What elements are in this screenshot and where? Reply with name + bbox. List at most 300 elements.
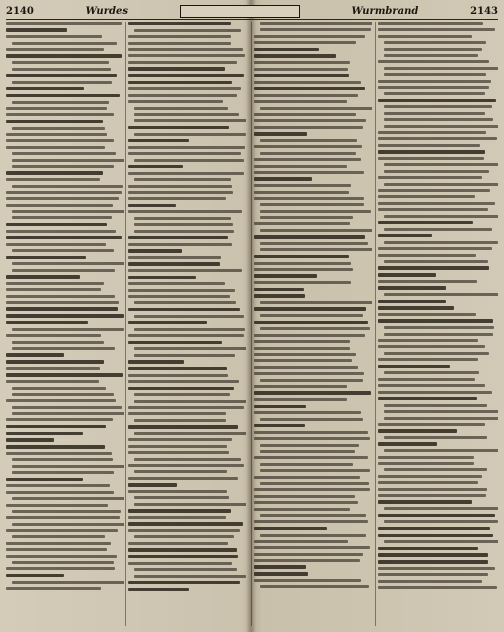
- print-line: [378, 391, 492, 394]
- print-line: [260, 28, 371, 31]
- print-line: [134, 354, 235, 357]
- print-line: [134, 535, 234, 538]
- print-line: [6, 399, 116, 402]
- print-line: [6, 373, 123, 376]
- print-line: [254, 268, 353, 271]
- print-line: [6, 120, 103, 123]
- print-line: [128, 262, 220, 265]
- print-line: [12, 341, 104, 344]
- print-line: [254, 81, 361, 84]
- print-line: [384, 112, 485, 115]
- column-separator: [125, 22, 126, 626]
- print-line: [128, 282, 225, 285]
- print-line: [378, 60, 489, 63]
- print-line: [254, 321, 368, 324]
- print-line: [254, 74, 349, 77]
- print-line: [378, 144, 480, 147]
- print-line: [6, 178, 100, 181]
- print-line: [254, 281, 351, 284]
- print-line: [384, 436, 487, 439]
- print-line: [254, 126, 363, 129]
- print-line: [378, 475, 482, 478]
- print-line: [254, 456, 368, 459]
- print-line: [12, 406, 122, 409]
- print-line: [260, 514, 366, 517]
- print-line: [384, 371, 479, 374]
- print-line: [384, 54, 478, 57]
- print-line: [384, 326, 494, 329]
- print-line: [254, 307, 366, 310]
- print-line: [6, 484, 110, 487]
- print-line: [260, 534, 366, 537]
- print-line: [378, 234, 432, 237]
- print-line: [128, 210, 242, 213]
- print-line: [12, 61, 109, 64]
- print-line: [254, 184, 351, 187]
- print-line: [6, 191, 122, 194]
- text-column-1: [6, 22, 124, 626]
- print-line: [378, 365, 450, 368]
- print-line: [384, 410, 498, 413]
- text-column-4: [378, 22, 498, 626]
- text-column-2: [128, 22, 246, 626]
- print-line: [12, 510, 121, 513]
- print-line: [6, 425, 106, 428]
- print-line: [128, 100, 223, 103]
- print-line: [378, 189, 490, 192]
- print-line: [134, 315, 244, 318]
- print-line: [6, 452, 112, 455]
- print-line: [378, 202, 495, 205]
- print-line: [384, 260, 488, 263]
- print-line: [254, 197, 364, 200]
- print-line: [128, 152, 241, 155]
- print-line: [378, 580, 482, 583]
- print-line: [6, 587, 101, 590]
- print-line: [128, 542, 228, 545]
- print-line: [384, 73, 486, 76]
- print-line: [384, 540, 498, 543]
- print-line: [128, 35, 231, 38]
- print-line: [6, 504, 108, 507]
- print-line: [6, 555, 117, 558]
- print-line: [128, 490, 227, 493]
- print-line: [6, 28, 67, 31]
- print-line: [12, 249, 114, 252]
- print-line: [6, 574, 64, 577]
- print-line: [254, 508, 350, 511]
- print-line: [378, 131, 486, 134]
- print-line: [6, 94, 120, 97]
- print-line: [6, 54, 122, 57]
- print-line: [134, 301, 236, 304]
- print-line: [378, 534, 493, 537]
- print-line: [384, 92, 485, 95]
- print-line: [12, 262, 124, 265]
- print-line: [378, 442, 437, 445]
- print-line: [6, 367, 100, 370]
- print-line: [384, 215, 498, 218]
- print-line: [254, 372, 364, 375]
- print-line: [6, 548, 107, 551]
- print-line: [134, 159, 244, 162]
- print-line: [128, 438, 232, 441]
- print-line: [378, 339, 478, 342]
- print-line: [128, 74, 244, 77]
- print-line: [6, 438, 54, 441]
- print-line: [378, 547, 478, 550]
- print-line: [12, 159, 124, 162]
- print-line: [384, 170, 489, 173]
- print-line: [254, 391, 371, 394]
- print-line: [378, 494, 486, 497]
- print-line: [254, 222, 350, 225]
- print-line: [260, 418, 363, 421]
- print-line: [12, 42, 117, 45]
- print-line: [260, 379, 363, 382]
- print-line: [6, 107, 107, 110]
- print-line: [254, 235, 365, 238]
- print-line: [128, 249, 182, 252]
- print-line: [134, 419, 226, 422]
- print-line: [134, 393, 230, 396]
- print-line: [254, 385, 347, 388]
- print-line: [6, 432, 83, 435]
- print-line: [6, 321, 88, 324]
- print-line: [128, 94, 237, 97]
- print-line: [6, 87, 84, 90]
- print-line: [378, 573, 488, 576]
- print-line: [12, 185, 123, 188]
- print-line: [12, 127, 105, 130]
- print-line: [254, 165, 347, 168]
- print-line: [6, 113, 114, 116]
- header-rule: [6, 19, 498, 20]
- print-line: [378, 300, 446, 303]
- print-line: [128, 236, 228, 239]
- print-line: [254, 262, 351, 265]
- print-line: [128, 562, 232, 565]
- print-line: [378, 313, 476, 316]
- print-line: [254, 48, 319, 51]
- print-line: [134, 328, 245, 331]
- print-line: [254, 488, 370, 491]
- print-line: [378, 378, 475, 381]
- print-line: [384, 520, 498, 523]
- print-line: [378, 456, 474, 459]
- print-line: [128, 425, 238, 428]
- print-line: [260, 139, 357, 142]
- column-separator: [251, 22, 252, 626]
- print-line: [254, 35, 365, 38]
- print-line: [378, 397, 477, 400]
- print-line: [12, 561, 114, 564]
- print-line: [6, 418, 113, 421]
- right-running-word: Wurmbrand: [351, 5, 419, 17]
- print-line: [378, 286, 446, 289]
- print-line: [128, 185, 232, 188]
- print-line: [6, 516, 120, 519]
- print-line: [128, 516, 226, 519]
- print-line: [6, 243, 106, 246]
- print-line: [12, 535, 105, 538]
- print-line: [128, 367, 227, 370]
- print-line: [6, 223, 107, 226]
- print-line: [378, 273, 436, 276]
- print-line: [384, 228, 492, 231]
- print-line: [12, 393, 114, 396]
- print-line: [6, 288, 101, 291]
- print-line: [254, 87, 365, 90]
- print-line: [128, 509, 231, 512]
- print-line: [378, 319, 493, 322]
- print-line: [254, 68, 348, 71]
- print-line: [384, 449, 498, 452]
- print-line: [134, 568, 237, 571]
- print-line: [254, 171, 364, 174]
- right-page-number: 2143: [470, 5, 498, 17]
- print-line: [128, 483, 177, 486]
- print-line: [254, 424, 305, 427]
- print-line: [134, 178, 231, 181]
- print-line: [260, 216, 353, 219]
- print-line: [6, 334, 101, 337]
- print-line: [384, 404, 487, 407]
- print-line: [254, 94, 358, 97]
- print-line: [378, 500, 472, 503]
- print-line: [128, 139, 189, 142]
- print-line: [378, 157, 484, 160]
- print-line: [254, 579, 361, 582]
- print-line: [128, 48, 243, 51]
- print-line: [6, 256, 86, 259]
- print-line: [260, 301, 372, 304]
- print-line: [378, 86, 489, 89]
- print-line: [128, 308, 240, 311]
- print-line: [128, 276, 196, 279]
- print-line: [128, 529, 240, 532]
- print-line: [128, 67, 225, 70]
- print-line: [254, 565, 306, 568]
- print-line: [128, 126, 229, 129]
- print-line: [134, 400, 246, 403]
- print-line: [260, 107, 372, 110]
- print-line: [378, 488, 487, 491]
- print-line: [134, 29, 241, 32]
- print-line: [12, 101, 109, 104]
- print-line: [384, 41, 486, 44]
- print-line: [254, 177, 312, 180]
- print-line: [260, 242, 368, 245]
- print-line: [384, 468, 487, 471]
- print-line: [384, 333, 493, 336]
- print-line: [378, 35, 472, 38]
- print-line: [384, 293, 498, 296]
- print-line: [6, 197, 119, 200]
- print-line: [128, 464, 244, 467]
- print-line: [254, 366, 358, 369]
- print-line: [128, 165, 183, 168]
- print-line: [128, 374, 228, 377]
- print-line: [6, 353, 64, 356]
- print-line: [378, 462, 474, 465]
- print-line: [384, 352, 489, 355]
- print-line: [260, 482, 369, 485]
- print-line: [254, 359, 352, 362]
- print-line: [134, 470, 227, 473]
- print-line: [134, 575, 246, 578]
- print-line: [254, 353, 356, 356]
- print-line: [254, 113, 356, 116]
- print-line: [254, 431, 368, 434]
- center-header-box: [180, 5, 300, 18]
- print-line: [384, 241, 498, 244]
- print-line: [384, 125, 498, 128]
- print-line: [378, 553, 488, 556]
- print-line: [12, 152, 116, 155]
- print-line: [12, 269, 115, 272]
- print-line: [254, 158, 361, 161]
- print-line: [378, 254, 476, 257]
- left-running-word: Wurdes: [85, 5, 128, 17]
- print-line: [128, 42, 231, 45]
- print-line: [6, 445, 105, 448]
- print-line: [254, 340, 350, 343]
- print-line: [6, 236, 122, 239]
- print-line: [378, 28, 495, 31]
- print-line: [128, 341, 222, 344]
- print-line: [254, 540, 348, 543]
- print-line: [6, 295, 115, 298]
- print-line: [378, 266, 489, 269]
- print-line: [254, 411, 361, 414]
- print-line: [6, 314, 124, 317]
- print-line: [6, 567, 115, 570]
- print-line: [134, 230, 234, 233]
- print-line: [254, 100, 347, 103]
- column-separator: [375, 22, 376, 626]
- print-line: [6, 542, 111, 545]
- print-line: [134, 503, 246, 506]
- print-line: [12, 347, 115, 350]
- print-line: [378, 99, 496, 102]
- print-line: [12, 458, 113, 461]
- print-line: [6, 22, 122, 25]
- print-line: [384, 417, 498, 420]
- print-line: [378, 150, 485, 153]
- print-line: [254, 398, 347, 401]
- print-line: [12, 216, 112, 219]
- print-line: [6, 478, 83, 481]
- print-line: [260, 450, 355, 453]
- print-line: [128, 269, 242, 272]
- print-line: [378, 527, 490, 530]
- print-line: [12, 471, 114, 474]
- print-line: [254, 61, 350, 64]
- left-page-number: 2140: [6, 5, 34, 17]
- print-line: [6, 529, 118, 532]
- print-line: [254, 553, 363, 556]
- print-line: [6, 282, 104, 285]
- print-line: [6, 491, 114, 494]
- print-line: [254, 527, 327, 530]
- print-line: [12, 328, 124, 331]
- print-line: [12, 210, 124, 213]
- print-line: [254, 294, 305, 297]
- print-line: [384, 105, 492, 108]
- print-line: [378, 80, 491, 83]
- print-line: [384, 183, 498, 186]
- print-line: [378, 358, 478, 361]
- print-line: [254, 437, 370, 440]
- print-line: [6, 48, 104, 51]
- print-line: [378, 560, 488, 563]
- print-line: [254, 501, 358, 504]
- print-line: [134, 113, 239, 116]
- print-line: [378, 384, 485, 387]
- print-line: [6, 146, 105, 149]
- print-line: [128, 555, 238, 558]
- print-line: [260, 203, 364, 206]
- print-line: [128, 197, 226, 200]
- print-line: [128, 581, 240, 584]
- print-line: [378, 221, 473, 224]
- print-line: [12, 497, 124, 500]
- print-line: [6, 307, 118, 310]
- text-column-3: [254, 22, 372, 626]
- print-line: [378, 195, 475, 198]
- print-line: [378, 280, 477, 283]
- print-line: [128, 334, 244, 337]
- print-line: [378, 22, 483, 25]
- print-line: [260, 229, 372, 232]
- print-line: [134, 496, 229, 499]
- print-line: [12, 465, 124, 468]
- print-line: [254, 119, 366, 122]
- print-line: [6, 360, 104, 363]
- print-line: [12, 523, 124, 526]
- print-line: [128, 321, 207, 324]
- print-line: [134, 107, 228, 110]
- print-line: [128, 289, 235, 292]
- print-line: [260, 463, 353, 466]
- print-line: [254, 405, 306, 408]
- print-line: [378, 208, 488, 211]
- print-line: [260, 585, 369, 588]
- print-line: [254, 559, 360, 562]
- print-line: [260, 469, 370, 472]
- print-line: [128, 54, 245, 57]
- print-line: [378, 137, 497, 140]
- print-line: [260, 152, 356, 155]
- print-line: [6, 139, 114, 142]
- print-line: [134, 347, 246, 350]
- print-line: [128, 412, 226, 415]
- print-line: [254, 255, 349, 258]
- print-line: [6, 230, 116, 233]
- print-line: [378, 567, 495, 570]
- print-line: [128, 477, 238, 480]
- print-line: [12, 581, 124, 584]
- print-line: [128, 22, 231, 25]
- print-line: [260, 327, 370, 330]
- page-header: [6, 4, 498, 18]
- print-line: [128, 256, 221, 259]
- print-line: [260, 210, 371, 213]
- print-line: [128, 172, 244, 175]
- print-line: [384, 163, 498, 166]
- print-line: [128, 451, 229, 454]
